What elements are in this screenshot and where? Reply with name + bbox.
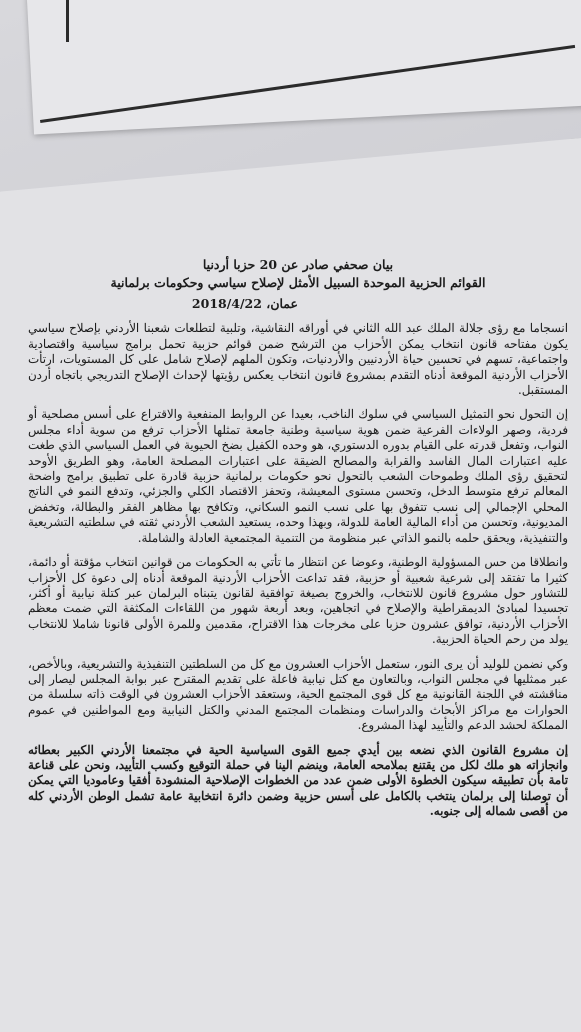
paragraph: وكي نضمن للوليد أن يرى النور، ستعمل الأحزاب العشرون مع كل من السلطتين التنفيذية والتشريعية، وبالأخص، عبر ممثليها في مجلس النواب، وبالتعاون مع كتل نيابية فاعلة على تقديم المقترح عبر بوابة المجلس ليصار إلى مناقشته في اللجنة القانونية مع كل قوى المجتمع الحية، وستعقد الأحزاب العشرون في الوقت ذاته سلسلة من الحوارات مع مراكز الأبحاث والدراسات ومنظمات المجتمع المدني والكتل النيابية ومع المواطنين في عموم المملكة لحشد الدعم والتأييد لهذا المشروع. bbox=[28, 656, 568, 733]
document-date: عمان، 2018/4/22 bbox=[191, 296, 298, 311]
paragraph: انسجاما مع رؤى جلالة الملك عبد الله الثاني في أوراقه النقاشية، وتلبية لتطلعات شعبنا الأردني بإصلاح سياسي يكون مفتاحه قانون انتخاب يمكن الأحزاب من الترشح ضمن قوائم حزبية تحمل برامج سياسية واقتصادية واجتماعية، تسهم في تحسين حياة الأردنيين والأردنيات، وتكون الملهم لإصلاح شامل على كل المستويات، ارتأت الأحزاب الأردنية الموقعة أدناه التقدم بمشروع قانون انتخاب يعكس رؤيتها لإحداث الإصلاح التدريجي باتجاه أردن المستقبل. bbox=[28, 321, 568, 398]
document-title: بيان صحفي صادر عن 20 حزبا أردنيا bbox=[202, 257, 394, 272]
paragraph: إن التحول نحو التمثيل السياسي في سلوك الناخب، بعيدا عن الروابط المنفعية والاقتراع على أسس مصلحية أو فردية، وصهر الولاءات الفرعية ضمن هوية سياسية وطنية جامعة تمثلها الأحزاب ترفع من سوية أداء مجلس النواب، وتفعل قدرته على القيام بدوره الدستوري، هو وحده الكفيل بضخ الحيوية في العمل السياسي الذي طغت عليه اعتبارات المال الفاسد والقرابة والمصالح الضيقة على اعتبارات المصلحة العامة، وهو الطريق الأوحد لتحقيق رؤى الملك وطموحات الشعب بالتحول نحو حكومات برلمانية حزبية قادرة على تطبيق برامج واضحة المعالم ترفع متوسط الدخل، وتحسن مستوى المعيشة، وتحفز الاقتصاد الكلي والجزئي، وتدفع النمو في الناتج المحلي الإجمالي إلى نسب تتفوق بها على نسب النمو السكاني، وتكافح بها مظاهر الفقر والبطالة، وتخفض المديونية، وتحسن من أداء المالية العامة للدولة، وبهذا وحده، يستعيد الشعب الأردني ثقته في سلطتيه التشريعية والتنفيذية، ويحقق حلمه بالنمو الذاتي عبر منظومة من التنمية المجتمعية العادلة والشاملة. bbox=[28, 407, 568, 545]
background-paper-border bbox=[66, 0, 69, 42]
document-content bbox=[28, 256, 568, 829]
paragraph: إن مشروع القانون الذي نضعه بين أيدي جميع القوى السياسية الحية في مجتمعنا الأردني الكبير بعطائه وانجازاته هو ملك لكل من يقتنع بملامحه العامة، وينضم الينا في حملة التوقيع وكسب التأييد، ونحن على قناعة تامة بأن تطبيقه سيكون الخطوة الأولى ضمن عدد من الخطوات الإصلاحية المنشودة أفقيا وعاموديا التي يمكن أن توصلنا إلى برلمان ينتخب بالكامل على أسس حزبية وضمن دائرة انتخابية عامة تشمل الوطن الأردني كله من أقصى شماله إلى جنوبه. bbox=[28, 742, 568, 819]
paragraph: وانطلاقا من حس المسؤولية الوطنية، وعوضا عن انتظار ما تأتي به الحكومات من قوانين انتخاب مؤقتة أو دائمة، كثيرا ما تفتقد إلى شرعية شعبية أو حزبية، فقد تداعت الأحزاب الأردنية الموقعة أدناه إلى دعوة كل الأحزاب للتشاور حول مشروع قانون للانتخاب، والخروج بصيغة توافقية لقانون يتبناه البرلمان عبر كتلة نيابية أو أكثر، تجسيدا لمبادئ الديمقراطية والإصلاح في اتجاهين، وبعد أربعة شهور من اللقاءات المكثفة التي ضمت معظم الأحزاب الأردنية، توافق عشرون حزبا على مخرجات هذا الاقتراح، مقدمين وللمرة الأولى قانونا شاملا للانتخاب يولد من رحم الحياة الحزبية. bbox=[28, 555, 568, 647]
document-subtitle: القوائم الحزبية الموحدة السبيل الأمثل لإصلاح سياسي وحكومات برلمانية bbox=[110, 275, 486, 290]
